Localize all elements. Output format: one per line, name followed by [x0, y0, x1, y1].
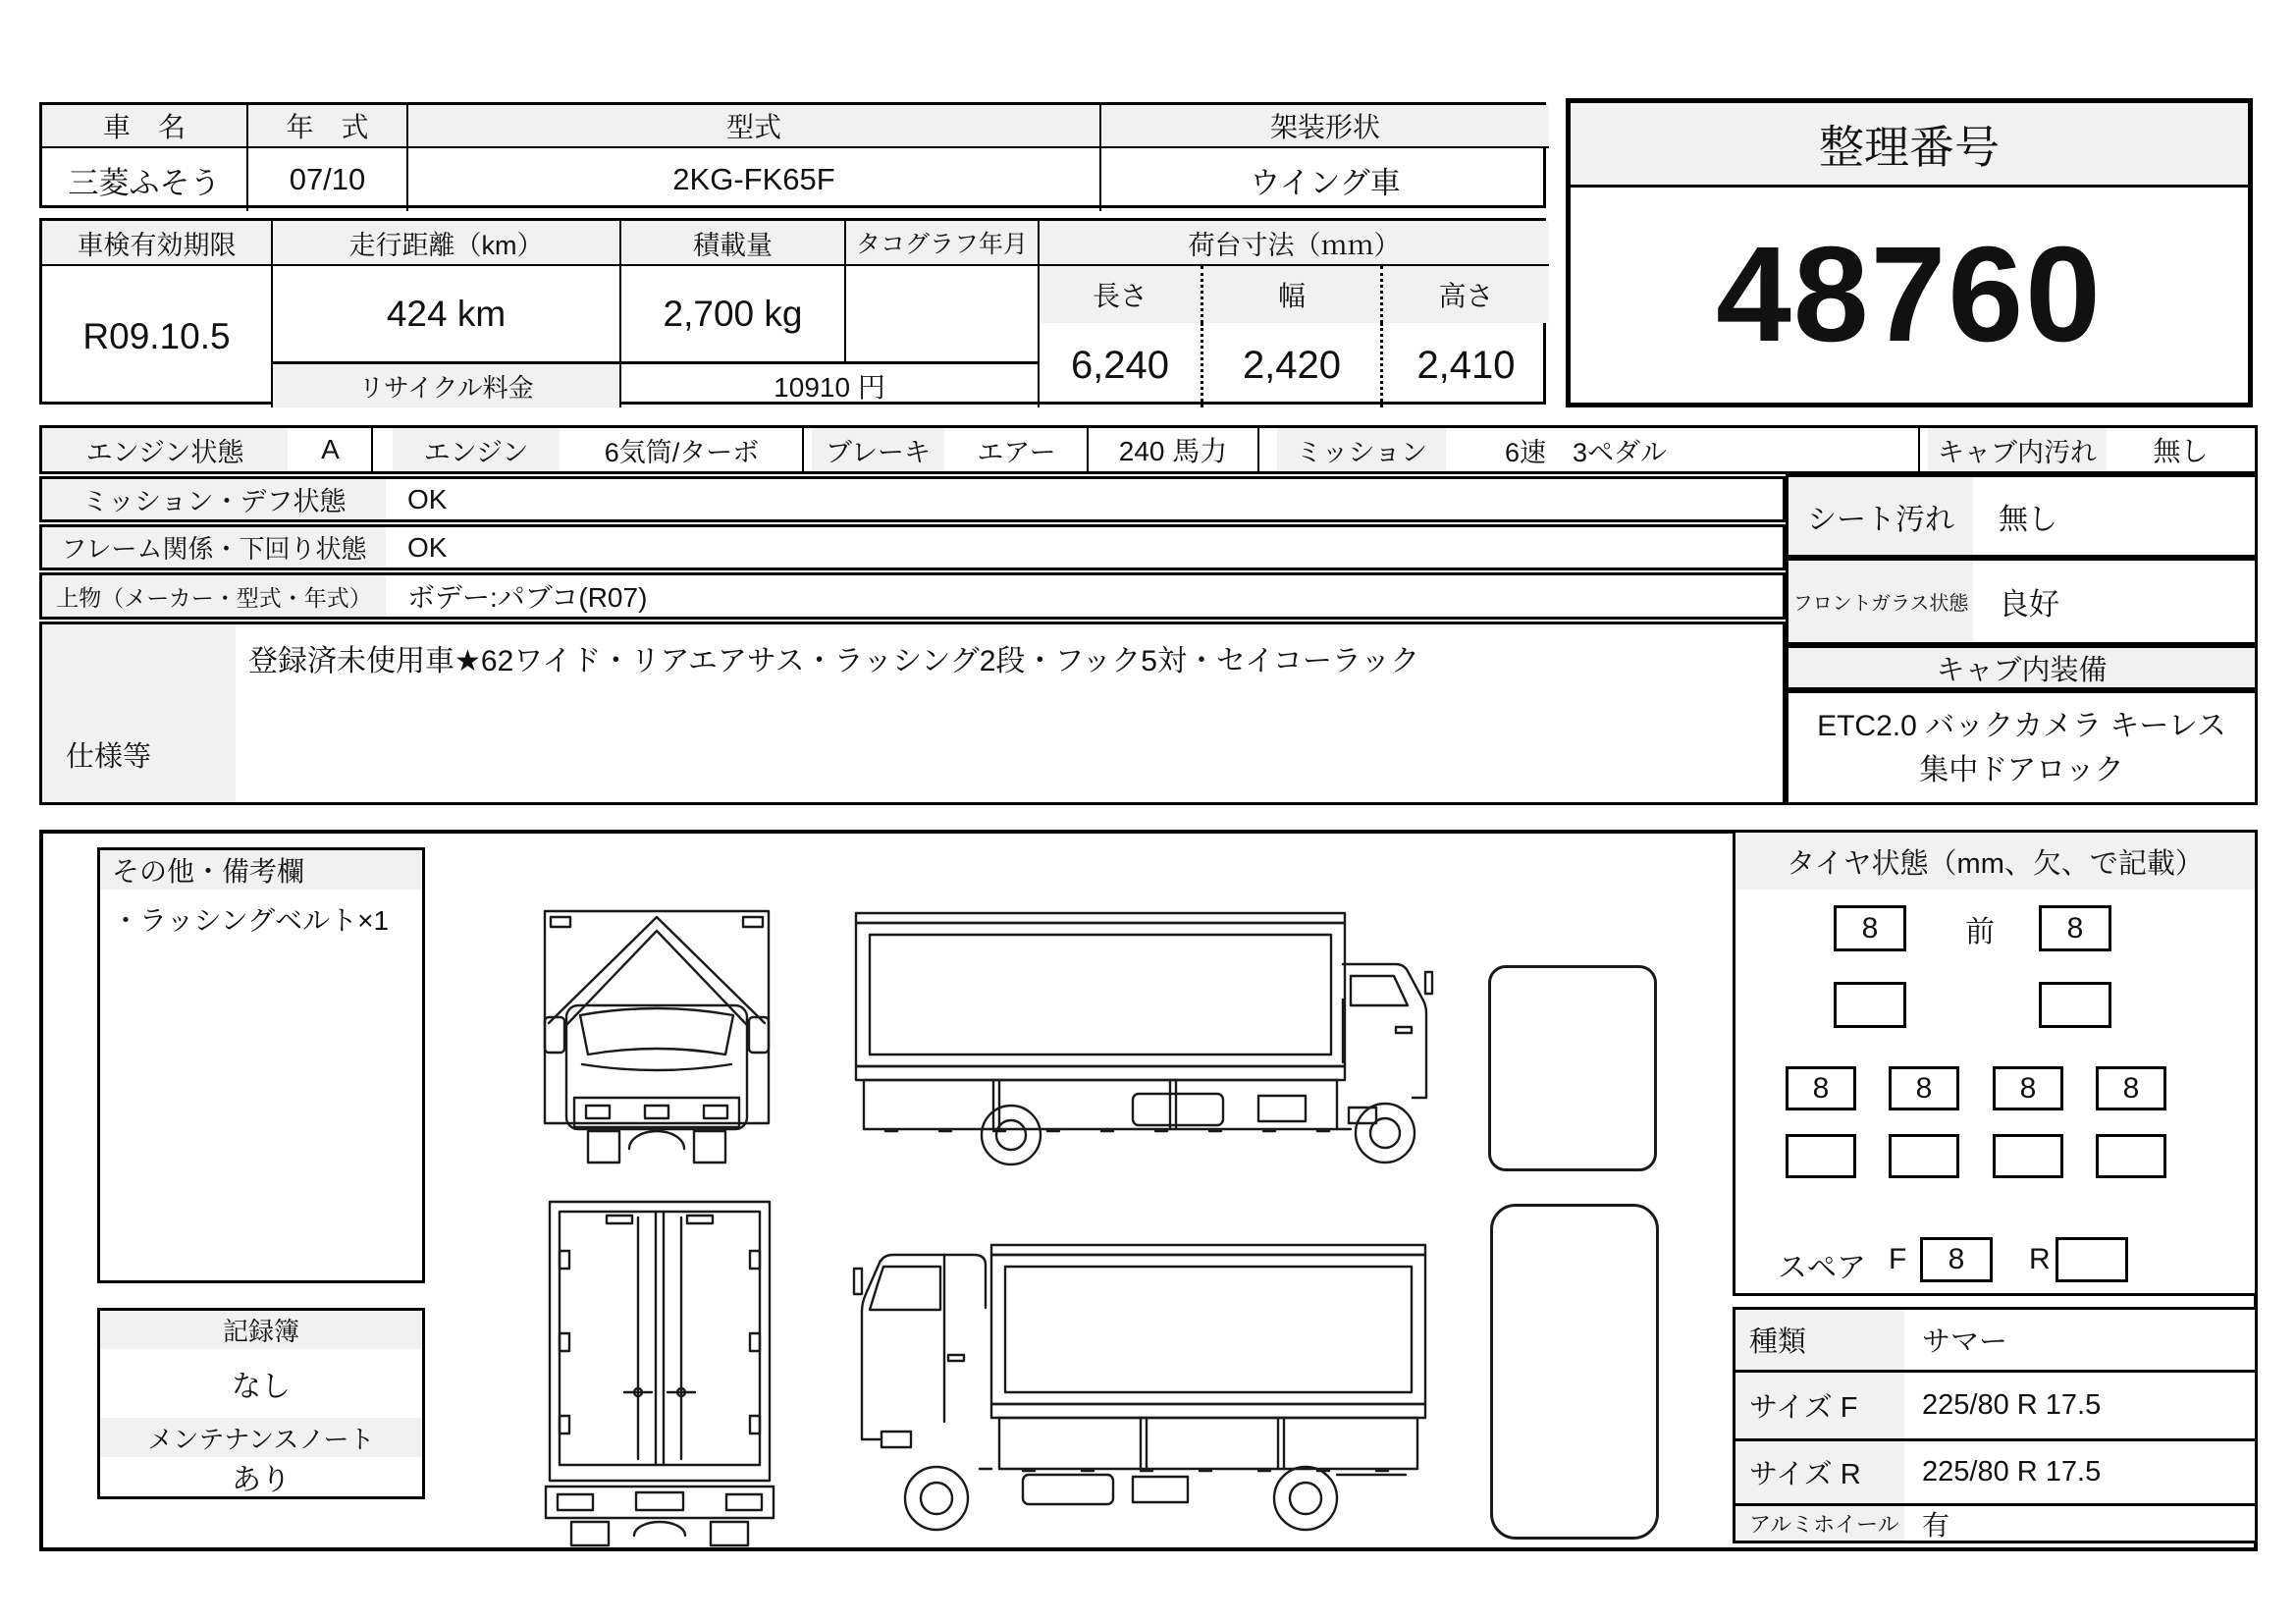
bed-height-value: 2,410 — [1380, 323, 1549, 407]
tire-rear-1-inner-value — [1786, 1134, 1856, 1178]
alloy-wheel-value: 有 — [1922, 1509, 1950, 1541]
engine-cell — [373, 428, 804, 471]
tire-size-f-value: 225/80 R 17.5 — [1904, 1373, 2255, 1441]
vehicle-identity-table — [39, 102, 1546, 208]
tire-type-value: サマー — [1904, 1310, 2255, 1373]
windshield-box — [1786, 558, 2258, 645]
body-maker-value: ボデー:パブコ(R07) — [407, 582, 648, 613]
vehicle-name-value: 三菱ふそう — [42, 148, 248, 211]
cab-equipment-box — [1786, 690, 2258, 805]
truck-front-view-diagram — [535, 905, 778, 1168]
truck-side-view-wing-open-diagram — [846, 901, 1435, 1171]
cab-dirt-value: 無し — [2153, 436, 2209, 466]
condition-row-spec — [39, 622, 1786, 805]
mission-value: 6速 3ペダル — [1505, 437, 1668, 467]
mission-cell — [1259, 428, 1920, 471]
spare-rear-value — [2056, 1237, 2128, 1282]
cab-dirt-label: キャブ内汚れ — [1928, 428, 2107, 471]
seat-dirt-label: シート汚れ — [1789, 477, 1973, 555]
condition-row-body-maker — [39, 572, 1786, 620]
records-box — [97, 1308, 425, 1499]
vehicle-body-header: 架装形状 — [1101, 105, 1549, 148]
logbook-value: なし — [232, 1371, 291, 1403]
vehicle-model-header: 型式 — [408, 105, 1101, 148]
mileage-value: 424 km — [273, 266, 621, 364]
tire-rear-2-value: 8 — [1889, 1066, 1959, 1110]
seat-dirt-value: 無し — [1999, 503, 2057, 536]
engine-label: エンジン — [393, 428, 560, 471]
bed-height-label: 高さ — [1380, 266, 1549, 323]
bed-length-value: 6,240 — [1070, 343, 1170, 387]
condition-row-mission-diff — [39, 476, 1786, 522]
wing-roof-panel-top-diagram — [1488, 965, 1657, 1171]
condition-row-engine — [39, 425, 2258, 474]
cab-equipment-value: ETC2.0 バックカメラ キーレス 集中ドアロック — [1817, 709, 2226, 786]
windshield-value: 良好 — [1999, 587, 2059, 622]
serial-number-label: 整理番号 — [1571, 103, 2248, 188]
tire-rear-2-inner-value — [1889, 1134, 1959, 1178]
maintenance-label: メンテナンスノート — [100, 1418, 422, 1457]
truck-side-view-closed-diagram — [846, 1239, 1435, 1543]
horsepower-value: 240 馬力 — [1089, 428, 1259, 471]
bed-width-label: 幅 — [1201, 266, 1380, 323]
cab-equipment-label: キャブ内装備 — [1936, 654, 2108, 686]
tire-condition-panel — [1733, 830, 2258, 1296]
spare-front-value: 8 — [1920, 1237, 1993, 1282]
tire-size-f-label: サイズ F — [1735, 1373, 1904, 1441]
windshield-label: フロントガラス状態 — [1789, 561, 1973, 642]
vehicle-model-value: 2KG-FK65F — [408, 148, 1101, 211]
engine-state-cell — [42, 428, 373, 471]
vehicle-name-header: 車 名 — [42, 105, 248, 148]
tire-type-label: 種類 — [1735, 1310, 1904, 1373]
condition-row-frame — [39, 524, 1786, 570]
bed-length-label: 長さ — [1040, 266, 1201, 323]
capacity-value: 2,700 kg — [621, 266, 846, 364]
spare-tire-label: スペア — [1778, 1252, 1866, 1284]
truck-rear-view-diagram — [542, 1196, 777, 1547]
engine-state-label: エンジン状態 — [42, 428, 288, 471]
engine-value: 6気筒/ターボ — [604, 437, 760, 467]
remarks-box — [97, 847, 425, 1283]
seat-dirt-box — [1786, 474, 2258, 558]
spec-label: 仕様等 — [42, 624, 236, 802]
tire-rear-4-value: 8 — [2096, 1066, 2166, 1110]
vehicle-year-value: 07/10 — [248, 148, 408, 211]
spec-value: 登録済未使用車★62ワイド・リアエアサス・ラッシング2段・フック5対・セイコーラック — [248, 645, 1420, 677]
tachograph-header: タコグラフ年月 — [846, 221, 1040, 266]
frame-value: OK — [407, 531, 448, 563]
tire-front-right-value: 8 — [2039, 905, 2111, 951]
tachograph-value — [846, 266, 1040, 364]
wing-roof-panel-side-diagram — [1490, 1204, 1659, 1540]
recycle-fee-value: 10910 円 — [621, 364, 1040, 407]
remarks-line: ・ラッシングベルト×1 — [112, 905, 390, 936]
spare-front-label: F — [1889, 1243, 1907, 1275]
cab-equipment-header — [1786, 645, 2258, 690]
bed-dimensions-header: 荷台寸法（ｍｍ） — [1040, 221, 1549, 266]
serial-number-value: 48760 — [1716, 219, 2103, 370]
tire-front-left-inner-value — [1834, 982, 1906, 1028]
logbook-label: 記録簿 — [100, 1311, 422, 1349]
inspection-table — [39, 218, 1546, 405]
bed-width-value: 2,420 — [1201, 323, 1380, 407]
brake-label: ブレーキ — [812, 428, 944, 471]
tire-front-axle-label: 前 — [1965, 915, 1995, 948]
engine-state-value: A — [321, 434, 340, 464]
serial-number-box — [1566, 98, 2253, 407]
vehicle-year-header: 年 式 — [248, 105, 408, 148]
tire-rear-4-inner-value — [2096, 1134, 2166, 1178]
tire-front-left-value: 8 — [1834, 905, 1906, 951]
cab-dirt-cell — [1920, 428, 2255, 471]
tire-rear-3-value: 8 — [1993, 1066, 2063, 1110]
tire-size-table — [1733, 1307, 2258, 1543]
mission-diff-label: ミッション・デフ状態 — [42, 479, 386, 519]
maintenance-value: あり — [232, 1464, 291, 1496]
tire-panel-title: タイヤ状態（mm、欠、で記載） — [1735, 833, 2255, 890]
mileage-header: 走行距離（km） — [273, 221, 621, 266]
mission-diff-value: OK — [407, 483, 448, 514]
body-maker-label: 上物（メーカー・型式・年式） — [42, 575, 386, 617]
tire-size-r-value: 225/80 R 17.5 — [1904, 1441, 2255, 1506]
vehicle-body-value: ウイング車 — [1250, 165, 1401, 200]
mission-label: ミッション — [1277, 428, 1446, 471]
tire-rear-1-value: 8 — [1786, 1066, 1856, 1110]
brake-value: エアー — [977, 437, 1056, 467]
alloy-wheel-label: アルミホイール — [1735, 1506, 1904, 1541]
inspection-expiry-header: 車検有効期限 — [42, 221, 273, 266]
recycle-fee-label: リサイクル料金 — [273, 364, 621, 407]
tire-size-r-label: サイズ R — [1735, 1441, 1904, 1506]
tire-front-right-inner-value — [2039, 982, 2111, 1028]
capacity-header: 積載量 — [621, 221, 846, 266]
spare-rear-label: R — [2029, 1243, 2051, 1275]
tire-rear-3-inner-value — [1993, 1134, 2063, 1178]
inspection-expiry-value: R09.10.5 — [42, 266, 273, 407]
frame-label: フレーム関係・下回り状態 — [42, 527, 386, 568]
remarks-title: その他・備考欄 — [100, 850, 422, 890]
brake-cell — [804, 428, 1089, 471]
